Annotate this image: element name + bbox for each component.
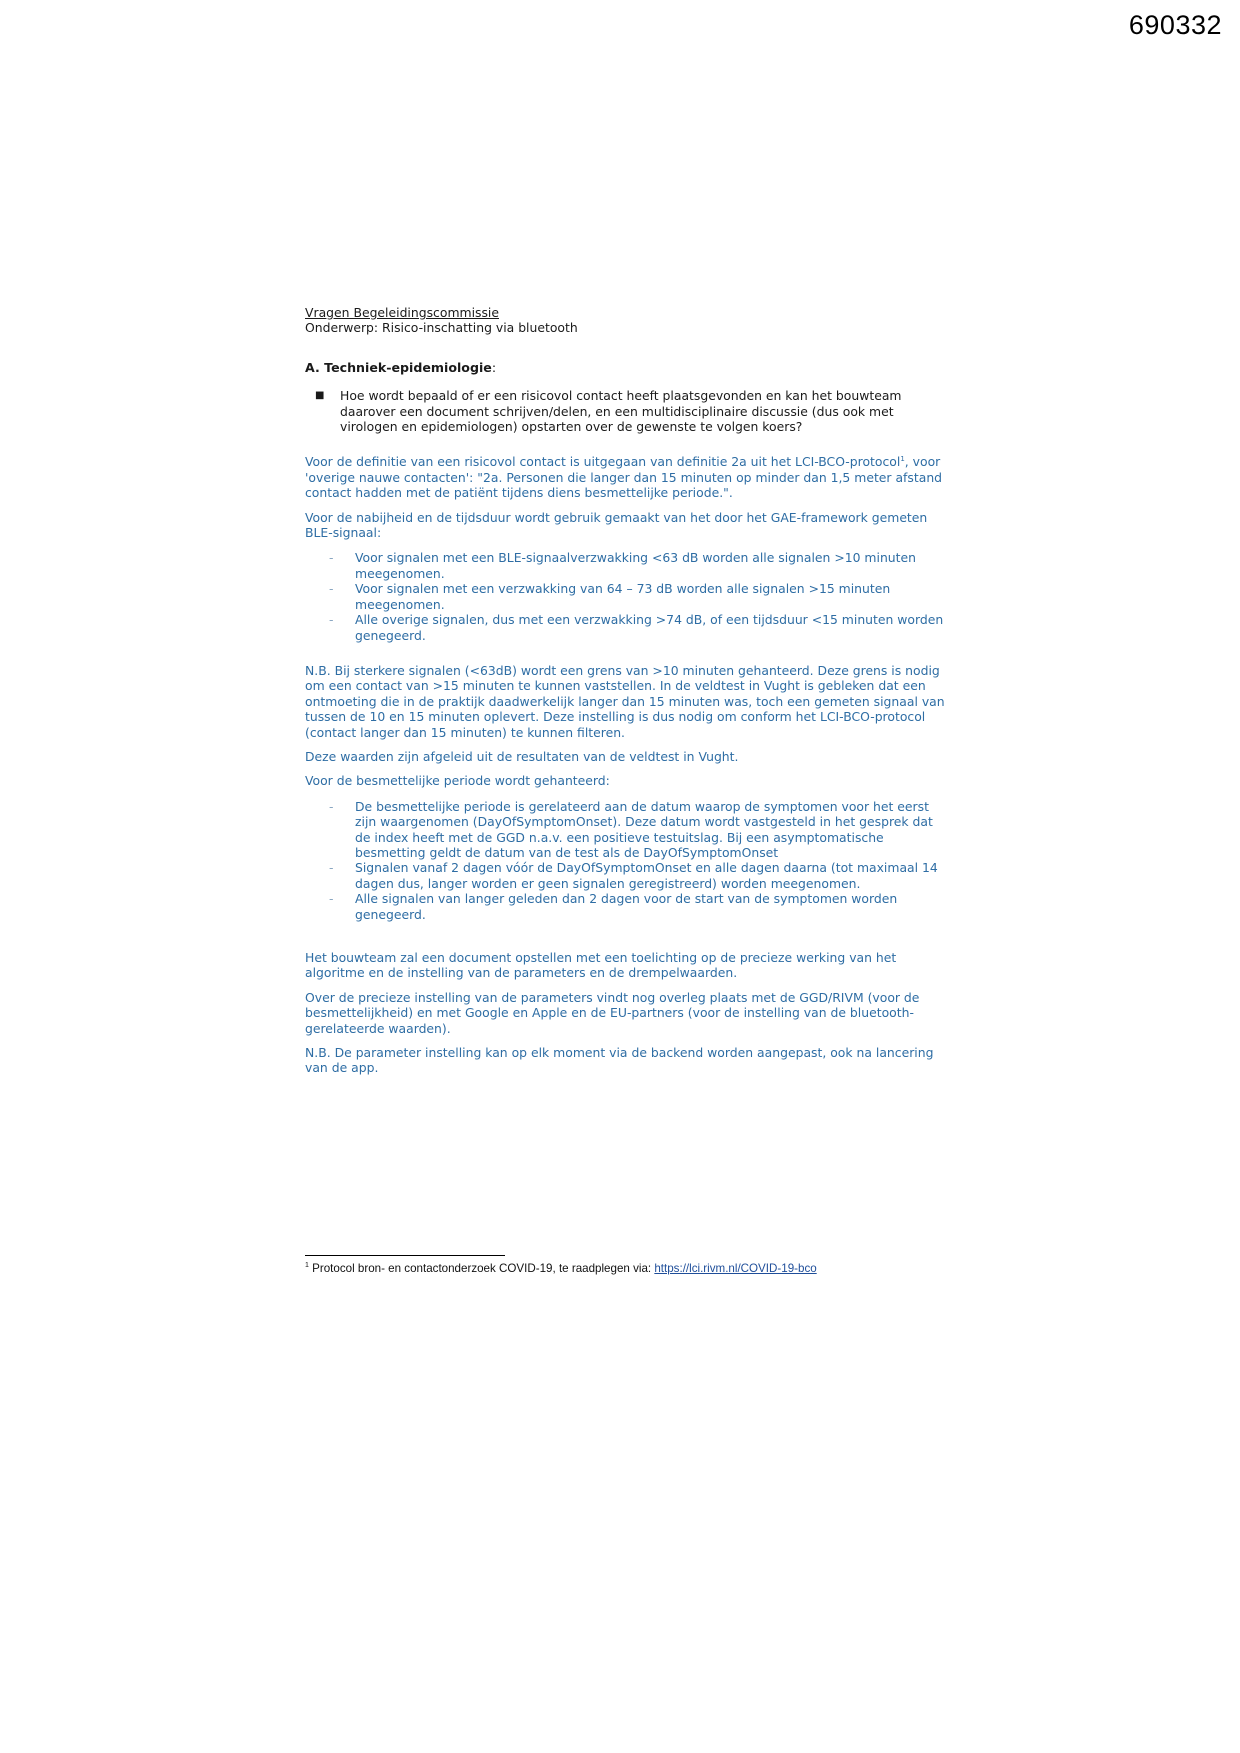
infectious-period-list bbox=[305, 799, 945, 922]
list-item-text: Alle overige signalen, dus met een verzwakking >74 dB, of een tijdsduur <15 minuten worden genegeerd. bbox=[355, 612, 944, 643]
list-item-text: Voor signalen met een verzwakking van 64 – 73 dB worden alle signalen >15 minuten meegenomen. bbox=[355, 581, 891, 612]
infectious-period-intro: Voor de besmettelijke periode wordt gehanteerd: bbox=[305, 773, 610, 789]
list-item-text: Voor signalen met een BLE-signaalverzwakking <63 dB worden alle signalen >10 minuten meegenomen. bbox=[355, 550, 916, 581]
list-item bbox=[305, 612, 945, 643]
document-body bbox=[305, 305, 945, 1076]
list-item bbox=[305, 581, 945, 612]
backend-note-paragraph: N.B. De parameter instelling kan op elk moment via de backend worden aangepast, ook na lancering van de app. bbox=[305, 1045, 934, 1076]
section-heading-bold: A. Techniek-epidemiologie bbox=[305, 359, 492, 375]
list-item bbox=[305, 550, 945, 581]
list-item-text: Alle signalen van langer geleden dan 2 dagen voor de start van de symptomen worden genegeerd. bbox=[355, 891, 898, 922]
dash-bullet-icon: - bbox=[329, 860, 334, 876]
footnote-link[interactable]: https://lci.rivm.nl/COVID-19-bco bbox=[654, 1262, 817, 1275]
dash-bullet-icon: - bbox=[329, 550, 334, 566]
document-plan-paragraph: Het bouwteam zal een document opstellen met een toelichting op de precieze werking van het algoritme en de instelling van de parameters en de drempelwaarden. bbox=[305, 950, 897, 981]
list-item bbox=[305, 891, 945, 922]
section-heading-suffix: : bbox=[491, 359, 497, 375]
list-item bbox=[305, 860, 945, 891]
ble-intro-paragraph: Voor de nabijheid en de tijdsduur wordt gebruik gemaakt van het door het GAE-framework gemeten BLE-signaal: bbox=[305, 509, 928, 541]
dash-bullet-icon: - bbox=[329, 612, 334, 628]
footnote-text: Protocol bron- en contactonderzoek COVID-19, te raadplegen via: bbox=[308, 1262, 655, 1275]
question-list bbox=[305, 388, 945, 434]
document-subject: Onderwerp: Risico-inschatting via bluetooth bbox=[305, 320, 578, 336]
dash-bullet-icon: - bbox=[329, 581, 334, 597]
list-item-text: De besmettelijke periode is gerelateerd aan de datum waarop de symptomen voor het eerst zijn waargenomen (DayOfSymptomOnset). Deze datum wordt vastgesteld in het gesprek dat de index heeft met de GGD n.a.v. een positieve testuitslag. Bij een asymptomatische besmetting geldt de datum van de test als de DayOfSymptomOnset bbox=[355, 798, 933, 860]
document-header bbox=[305, 305, 945, 336]
question-text: Hoe wordt bepaald of er een risicovol contact heeft plaatsgevonden en kan het bouwteam daarover een document schrijven/delen, en een multidisciplinaire discussie (dus ook met virologen en epidemiologen) opstarten over de gewenste te volgen koers? bbox=[340, 388, 902, 435]
dash-bullet-icon: - bbox=[329, 798, 334, 814]
list-item bbox=[305, 799, 945, 861]
document-title: Vragen Begeleidingscommissie bbox=[305, 305, 499, 320]
ble-threshold-list bbox=[305, 550, 945, 642]
footnote-marker: 1 bbox=[305, 1262, 309, 1270]
section-heading bbox=[305, 360, 945, 375]
answer-definition-paragraph bbox=[305, 454, 945, 500]
definition-text-end: , voor 'overige nauwe contacten': "2a. Personen die langer dan 15 minuten op minder dan 1,5 meter afstand contact hadden met de patiënt tijdens diens besmettelijke periode.". bbox=[305, 454, 943, 501]
list-item-text: Signalen vanaf 2 dagen vóór de DayOfSymptomOnset en alle dagen daarna (tot maximaal 14 dagen dus, langer worden er geen signalen geregistreerd) worden meegenomen. bbox=[355, 860, 938, 891]
footnote bbox=[305, 1262, 817, 1275]
document-number: 690332 bbox=[1128, 10, 1222, 40]
footnote-reference: 1 bbox=[900, 455, 905, 464]
footnote-divider bbox=[305, 1255, 505, 1256]
question-item bbox=[305, 388, 945, 434]
square-bullet-icon: ■ bbox=[315, 390, 325, 402]
consultation-paragraph: Over de precieze instelling van de parameters vindt nog overleg plaats met de GGD/RIVM (voor de besmettelijkheid) en met Google en Apple en de EU-partners (voor de instelling van de bluetooth-gerelateerde waarden). bbox=[305, 989, 920, 1036]
field-test-paragraph: Deze waarden zijn afgeleid uit de resultaten van de veldtest in Vught. bbox=[305, 748, 739, 764]
dash-bullet-icon: - bbox=[329, 891, 334, 907]
definition-text-start: Voor de definitie van een risicovol contact is uitgegaan van definitie 2a uit het LCI-BCO-protocol bbox=[305, 454, 901, 470]
note-strong-signals-paragraph: N.B. Bij sterkere signalen (<63dB) wordt een grens van >10 minuten gehanteerd. Deze grens is nodig om een contact van >15 minuten te kunnen vaststellen. In de veldtest in Vught is gebleken dat een ontmoeting die in de praktijk daadwerkelijk langer dan 15 minuten was, toch een gemeten signaal van tussen de 10 en 15 minuten oplevert. Deze instelling is dus nodig om conform het LCI-BCO-protocol (contact langer dan 15 minuten) te kunnen filteren. bbox=[305, 662, 945, 740]
